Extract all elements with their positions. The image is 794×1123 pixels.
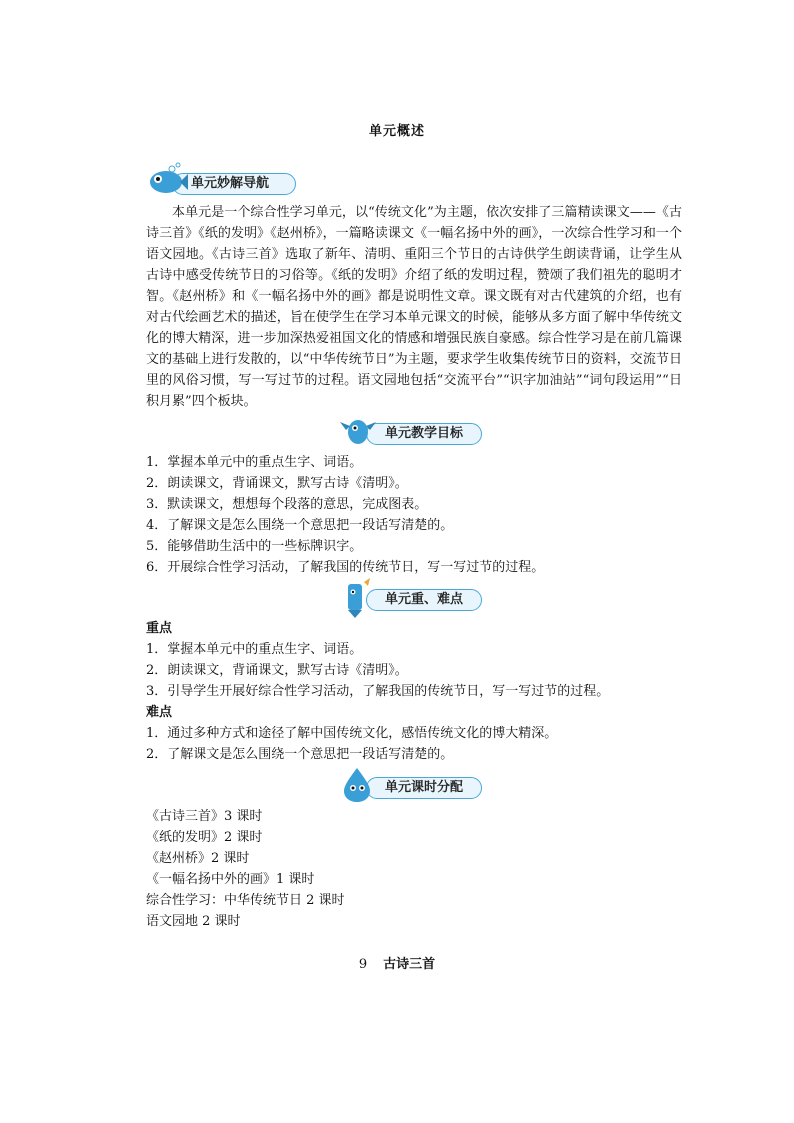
section-title-nav: 单元妙解导航 — [172, 173, 296, 195]
list-item: 《纸的发明》2 课时 — [146, 830, 263, 845]
list-item: 3．默读课文，想想每个段落的意思，完成图表。 — [146, 497, 428, 512]
section-banner-nav — [146, 170, 296, 196]
next-lesson-heading — [0, 953, 794, 972]
lesson-number: 9 — [358, 957, 368, 972]
list-item: 2．了解课文是怎么围绕一个意思把一段话写清楚的。 — [146, 747, 454, 762]
list-item: 《一幅名扬中外的画》1 课时 — [146, 872, 315, 887]
fish-mascot-icon — [146, 162, 188, 200]
difficulty-label: 难点 — [146, 705, 173, 720]
section-banner-schedule — [340, 774, 482, 800]
section-banner-keypoints — [340, 586, 482, 612]
list-item: 语文园地 2 课时 — [146, 914, 241, 929]
section-title-schedule: 单元课时分配 — [366, 777, 482, 799]
focus-label: 重点 — [146, 621, 173, 636]
focus-list — [146, 639, 706, 702]
difficulty-list — [146, 723, 706, 765]
section-title-keypoints: 单元重、难点 — [366, 589, 482, 611]
list-item: 1．掌握本单元中的重点生字、词语。 — [146, 455, 363, 470]
lesson-title: 古诗三首 — [383, 957, 436, 972]
section-banner-goals — [340, 420, 482, 446]
list-item: 2．朗读课文，背诵课文，默写古诗《清明》。 — [146, 663, 408, 678]
list-item: 《古诗三首》3 课时 — [146, 809, 263, 824]
drop-mascot-icon — [340, 766, 374, 802]
schedule-list — [146, 806, 706, 932]
list-item: 4．了解课文是怎么围绕一个意思把一段话写清楚的。 — [146, 518, 454, 533]
list-item: 1．通过多种方式和途径了解中国传统文化，感悟传统文化的博大精深。 — [146, 726, 558, 741]
list-item: 3．引导学生开展好综合性学习活动，了解我国的传统节日，写一写过节的过程。 — [146, 684, 610, 699]
list-item: 5．能够借助生活中的一些标牌识字。 — [146, 539, 363, 554]
section-title-goals: 单元教学目标 — [366, 423, 482, 445]
goals-list — [146, 452, 706, 578]
list-item: 《赵州桥》2 课时 — [146, 851, 250, 866]
list-item: 综合性学习：中华传统节日 2 课时 — [146, 893, 345, 908]
overview-paragraph: 本单元是一个综合性学习单元，以“传统文化”为主题，依次安排了三篇精读课文——《古诗三首》《纸的发明》《赵州桥》，一篇略读课文《一幅名扬中外的画》，一次综合性学习和一个语文园地。《古诗三首》选取了新年、清明、重阳三个节日的古诗供学生朗读背诵，让学生从古诗中感受传统节日的习俗等。《纸的发明》介绍了纸的发明过程，赞颂了我们祖先的聪明才智。《赵州桥》和《一幅名扬中外的画》都是说明性文章。课文既有对古代建筑的介绍，也有对古代绘画艺术的描述，旨在使学生在学习本单元课文的时候，能够从多方面了解中华传统文化的博大精深，进一步加深热爱祖国文化的情感和增强民族自豪感。综合性学习是在前几篇课文的基础上进行发散的，以“中华传统节日”为主题，要求学生收集传统节日的资料，交流节日里的风俗习惯，写一写过节的过程。语文园地包括“交流平台”“识字加油站”“词句段运用”“日积月累”四个板块。 — [146, 205, 682, 409]
list-item: 2．朗读课文，背诵课文，默写古诗《清明》。 — [146, 476, 408, 491]
list-item: 6．开展综合性学习活动，了解我国的传统节日，写一写过节的过程。 — [146, 560, 545, 575]
pencil-mascot-icon — [340, 578, 372, 618]
page-header-title: 单元概述 — [368, 124, 425, 139]
bird-mascot-icon — [340, 412, 376, 448]
list-item: 1．掌握本单元中的重点生字、词语。 — [146, 642, 363, 657]
